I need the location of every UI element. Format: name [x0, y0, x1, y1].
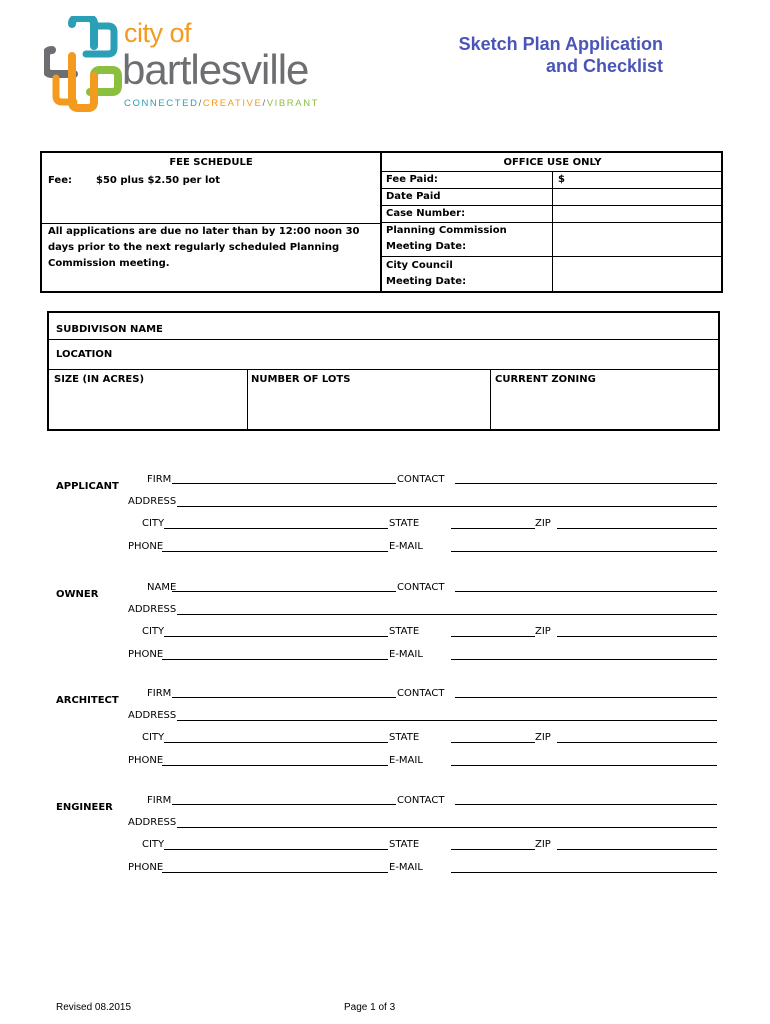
owner-email-label: E-MAIL [389, 649, 423, 660]
engineer-firm-field[interactable] [172, 804, 396, 805]
fee-paid-label: Fee Paid: [386, 174, 438, 185]
applicant-city-field[interactable] [164, 528, 388, 529]
architect-city-field[interactable] [164, 742, 388, 743]
engineer-email-field[interactable] [451, 872, 717, 873]
zoning-label: CURRENT ZONING [495, 374, 596, 385]
section-applicant-label: APPLICANT [56, 481, 119, 492]
owner-contact-field[interactable] [455, 591, 717, 592]
fee-label: Fee: [48, 175, 72, 186]
architect-email-field[interactable] [451, 765, 717, 766]
owner-address-field[interactable] [177, 614, 717, 615]
applicant-address-label: ADDRESS [128, 496, 177, 507]
owner-phone-field[interactable] [162, 659, 388, 660]
owner-zip-field[interactable] [557, 636, 717, 637]
applicant-state-label: STATE [389, 518, 420, 529]
engineer-firm-label: FIRM [147, 795, 172, 806]
engineer-state-field[interactable] [451, 849, 535, 850]
engineer-address-field[interactable] [177, 827, 717, 828]
applicant-city-label: CITY [142, 518, 165, 529]
engineer-contact-label: CONTACT [397, 795, 445, 806]
size-label: SIZE (IN ACRES) [54, 374, 145, 385]
owner-name-field[interactable] [172, 591, 396, 592]
fee-schedule-header: FEE SCHEDULE [169, 157, 253, 168]
fee-office-box [40, 151, 723, 293]
architect-city-label: CITY [142, 732, 165, 743]
engineer-address-label: ADDRESS [128, 817, 177, 828]
architect-zip-label: ZIP [535, 732, 551, 743]
section-engineer-label: ENGINEER [56, 802, 113, 813]
case-number-label: Case Number: [386, 208, 466, 219]
lots-label: NUMBER OF LOTS [251, 374, 351, 385]
owner-zip-label: ZIP [535, 626, 551, 637]
logo-mark-icon [44, 16, 122, 112]
section-owner-label: OWNER [56, 589, 99, 600]
applicant-phone-field[interactable] [162, 551, 388, 552]
deadline-text: All applications are due no later than by 12:00 noon 30 days prior to the next regularly scheduled Planning Commission meeting. [48, 226, 360, 269]
owner-state-label: STATE [389, 626, 420, 637]
owner-city-field[interactable] [164, 636, 388, 637]
location-label: LOCATION [56, 349, 113, 360]
revised-date: Revised 08.2015 [56, 1002, 132, 1013]
subdivision-name-label: SUBDIVISON NAME [56, 324, 163, 335]
engineer-contact-field[interactable] [455, 804, 717, 805]
pc-meeting-label: Planning Commission Meeting Date: [386, 225, 507, 252]
applicant-zip-label: ZIP [535, 518, 551, 529]
logo-city-of: city of [124, 18, 192, 48]
applicant-zip-field[interactable] [557, 528, 717, 529]
logo-name: bartlesville [122, 46, 309, 93]
city-logo [44, 16, 320, 116]
architect-phone-field[interactable] [162, 765, 388, 766]
engineer-city-field[interactable] [164, 849, 388, 850]
fee-value: $50 plus $2.50 per lot [96, 175, 221, 186]
applicant-contact-field[interactable] [455, 483, 717, 484]
architect-firm-label: FIRM [147, 688, 172, 699]
applicant-phone-label: PHONE [128, 541, 164, 552]
applicant-state-field[interactable] [451, 528, 535, 529]
owner-city-label: CITY [142, 626, 165, 637]
architect-phone-label: PHONE [128, 755, 164, 766]
owner-name-label: NAME [147, 582, 177, 593]
date-paid-label: Date Paid [386, 191, 441, 202]
owner-state-field[interactable] [451, 636, 535, 637]
engineer-state-label: STATE [389, 839, 420, 850]
architect-email-label: E-MAIL [389, 755, 423, 766]
owner-phone-label: PHONE [128, 649, 164, 660]
owner-address-label: ADDRESS [128, 604, 177, 615]
applicant-firm-field[interactable] [172, 483, 396, 484]
applicant-contact-label: CONTACT [397, 474, 445, 485]
architect-state-field[interactable] [451, 742, 535, 743]
architect-state-label: STATE [389, 732, 420, 743]
architect-address-label: ADDRESS [128, 710, 177, 721]
engineer-city-label: CITY [142, 839, 165, 850]
page-number: Page 1 of 3 [344, 1002, 396, 1013]
architect-contact-label: CONTACT [397, 688, 445, 699]
engineer-zip-label: ZIP [535, 839, 551, 850]
subdivision-box [47, 311, 720, 431]
applicant-address-field[interactable] [177, 506, 717, 507]
engineer-email-label: E-MAIL [389, 862, 423, 873]
owner-contact-label: CONTACT [397, 582, 445, 593]
architect-address-field[interactable] [177, 720, 717, 721]
owner-email-field[interactable] [451, 659, 717, 660]
engineer-zip-field[interactable] [557, 849, 717, 850]
office-use-header: OFFICE USE ONLY [503, 157, 602, 168]
cc-meeting-label: City Council Meeting Date: [386, 260, 467, 287]
engineer-phone-field[interactable] [162, 872, 388, 873]
section-architect-label: ARCHITECT [56, 695, 119, 706]
applicant-email-field[interactable] [451, 551, 717, 552]
architect-firm-field[interactable] [172, 697, 396, 698]
logo-tagline: CONNECTED/CREATIVE/VIBRANT [124, 98, 320, 109]
architect-contact-field[interactable] [455, 697, 717, 698]
architect-zip-field[interactable] [557, 742, 717, 743]
page-title: Sketch Plan Application and Checklist [458, 34, 663, 76]
applicant-firm-label: FIRM [147, 474, 172, 485]
engineer-phone-label: PHONE [128, 862, 164, 873]
applicant-email-label: E-MAIL [389, 541, 423, 552]
dollar-sign: $ [558, 174, 565, 185]
